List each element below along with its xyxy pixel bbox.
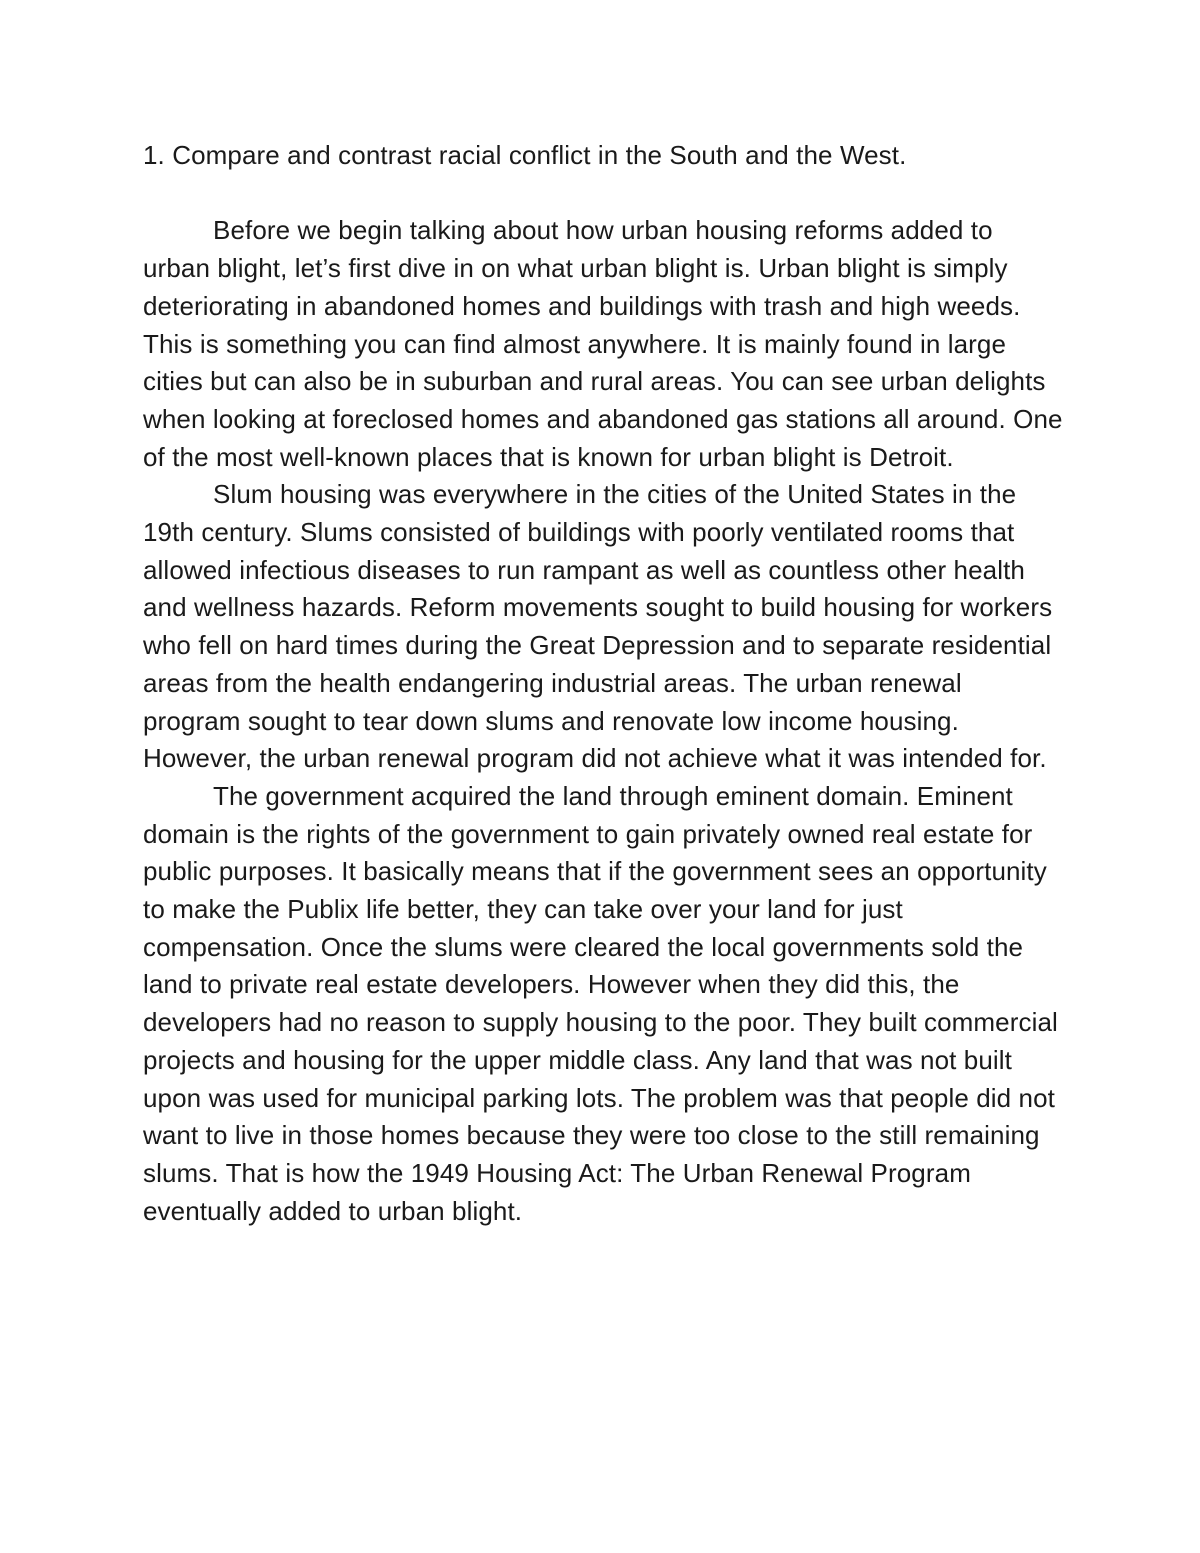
paragraph-eminent-domain: The government acquired the land through eminent domain. Eminent domain is the rights of the government to gain privately owned real estate for public purposes. It basically means that if the government sees an opportunity to make the Publix life better, they can take over your land for just compensation. Once the slums were cleared the local governments sold the land to private real estate developers. However when they did this, the developers had no reason to supply housing to the poor. They built commercial projects and housing for the upper middle class. Any land that was not built upon was used for municipal parking lots. The problem was that people did not want to live in those homes because they were too close to the still remaining slums. That is how the 1949 Housing Act: The Urban Renewal Program eventually added to urban blight. [143, 780, 1058, 1226]
document-body [143, 137, 1063, 1230]
paragraph-slum-housing: Slum housing was everywhere in the cities of the United States in the 19th century. Slums consisted of buildings with poorly ventilated rooms that allowed infectious diseases to run rampant as well as countless other health and wellness hazards. Reform movements sought to build housing for workers who fell on hard times during the Great Depression and to separate residential areas from the health endangering industrial areas. The urban renewal program sought to tear down slums and renovate low income housing. However, the urban renewal program did not achieve what it was intended for. [143, 479, 1053, 774]
paragraph-urban-blight-definition: Before we begin talking about how urban housing reforms added to urban blight, let’s first dive in on what urban blight is. Urban blight is simply deteriorating in abandoned homes and buildings with trash and high weeds. This is something you can find almost anywhere. It is mainly found in large cities but can also be in suburban and rural areas. You can see urban delights when looking at foreclosed homes and abandoned gas stations all around. One of the most well-known places that is known for urban blight is Detroit. [143, 215, 1063, 472]
question-heading: 1. Compare and contrast racial conflict in the South and the West. [143, 140, 907, 170]
